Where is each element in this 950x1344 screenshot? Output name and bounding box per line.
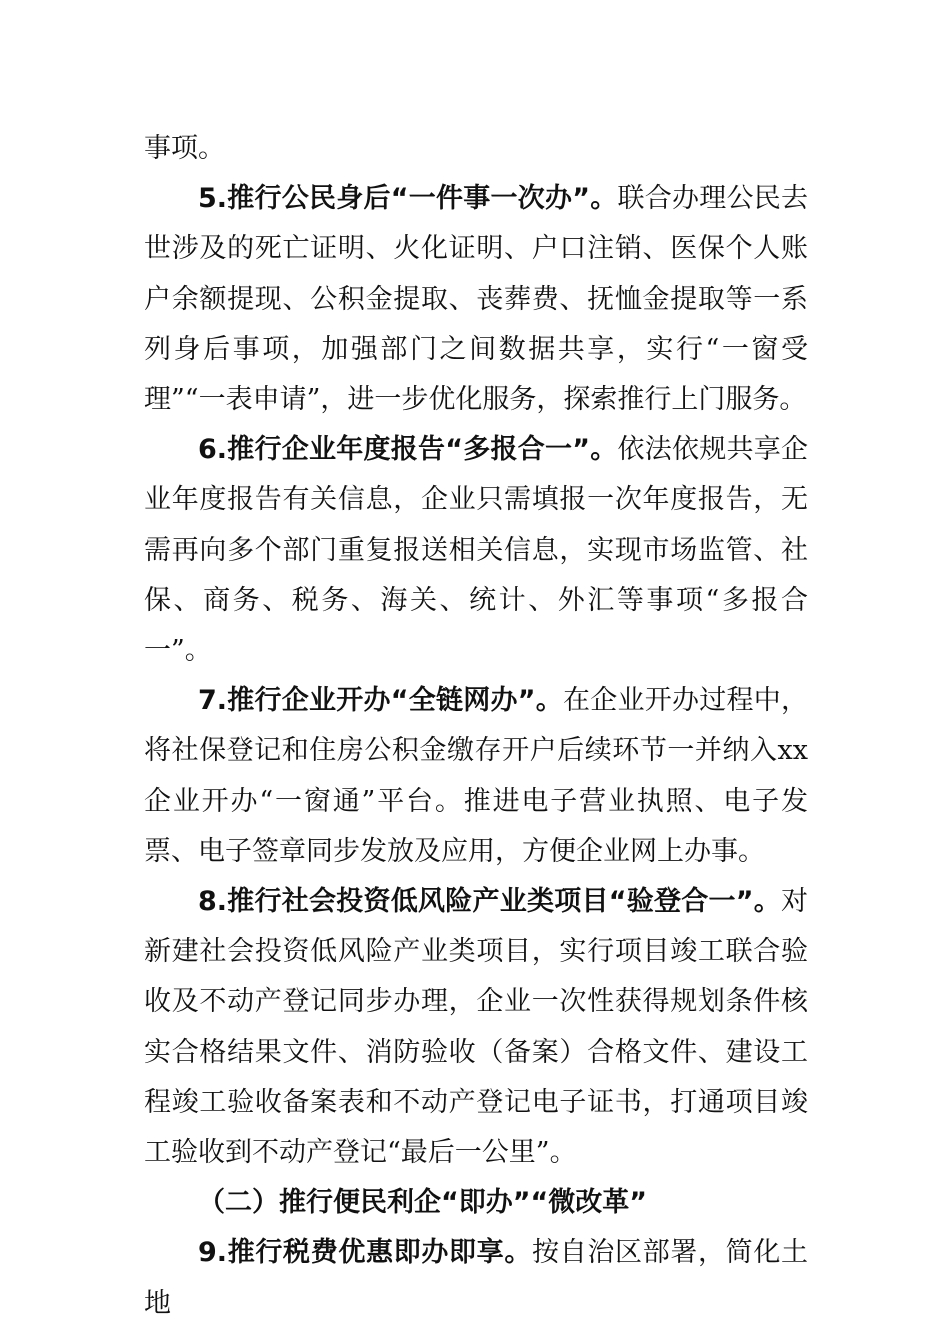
item-8-body: 对新建社会投资低风险产业类项目，实行项目竣工联合验收及不动产登记同步办理，企业一次性获得规划条件核实合格结果文件、消防验收（备案）合格文件、建设工程竣工验收备案表和不动产登记电子证书，打通项目竣工验收到不动产登记“最后一公里”。 [144, 886, 808, 1169]
item-9-body: 按自治区部署，简化土地 [144, 1237, 809, 1319]
item-7-body: 在企业开办过程中，将社保登记和住房公积金缴存开户后续环节一并纳入xx企业开办“一窗通”平台。推进电子营业执照、电子发票、电子签章同步发放及应用，方便企业网上办事。 [144, 685, 808, 867]
item-5-body: 联合办理公民去世涉及的死亡证明、火化证明、户口注销、医保个人账户余额提现、公积金提取、丧葬费、抚恤金提取等一系列身后事项，加强部门之间数据共享，实行“一窗受理”“一表申请”，进一步优化服务，探索推行上门服务。 [144, 183, 808, 416]
item-5-heading: 5.推行公民身后“一件事一次办”。 [198, 183, 618, 215]
continuation-text: 事项。 [144, 133, 225, 164]
item-8-heading: 8.推行社会投资低风险产业类项目“验登合一”。 [198, 886, 781, 918]
item-6-body: 依法依规共享企业年度报告有关信息，企业只需填报一次年度报告，无需再向多个部门重复报送相关信息，实现市场监管、社保、商务、税务、海关、统计、外汇等事项“多报合一”。 [144, 434, 808, 667]
item-6-paragraph [144, 425, 808, 676]
item-7-heading: 7.推行企业开办“全链网办”。 [198, 685, 564, 717]
item-9-paragraph [144, 1228, 808, 1328]
item-9-heading: 9.推行税费优惠即办即享。 [198, 1237, 533, 1269]
item-6-heading: 6.推行企业年度报告“多报合一”。 [198, 434, 618, 466]
item-8-paragraph [144, 877, 808, 1178]
section-heading: （二）推行便民利企“即办”“微改革” [198, 1187, 647, 1219]
document-page [144, 124, 808, 1329]
item-5-paragraph [144, 174, 808, 425]
item-7-paragraph [144, 676, 808, 877]
